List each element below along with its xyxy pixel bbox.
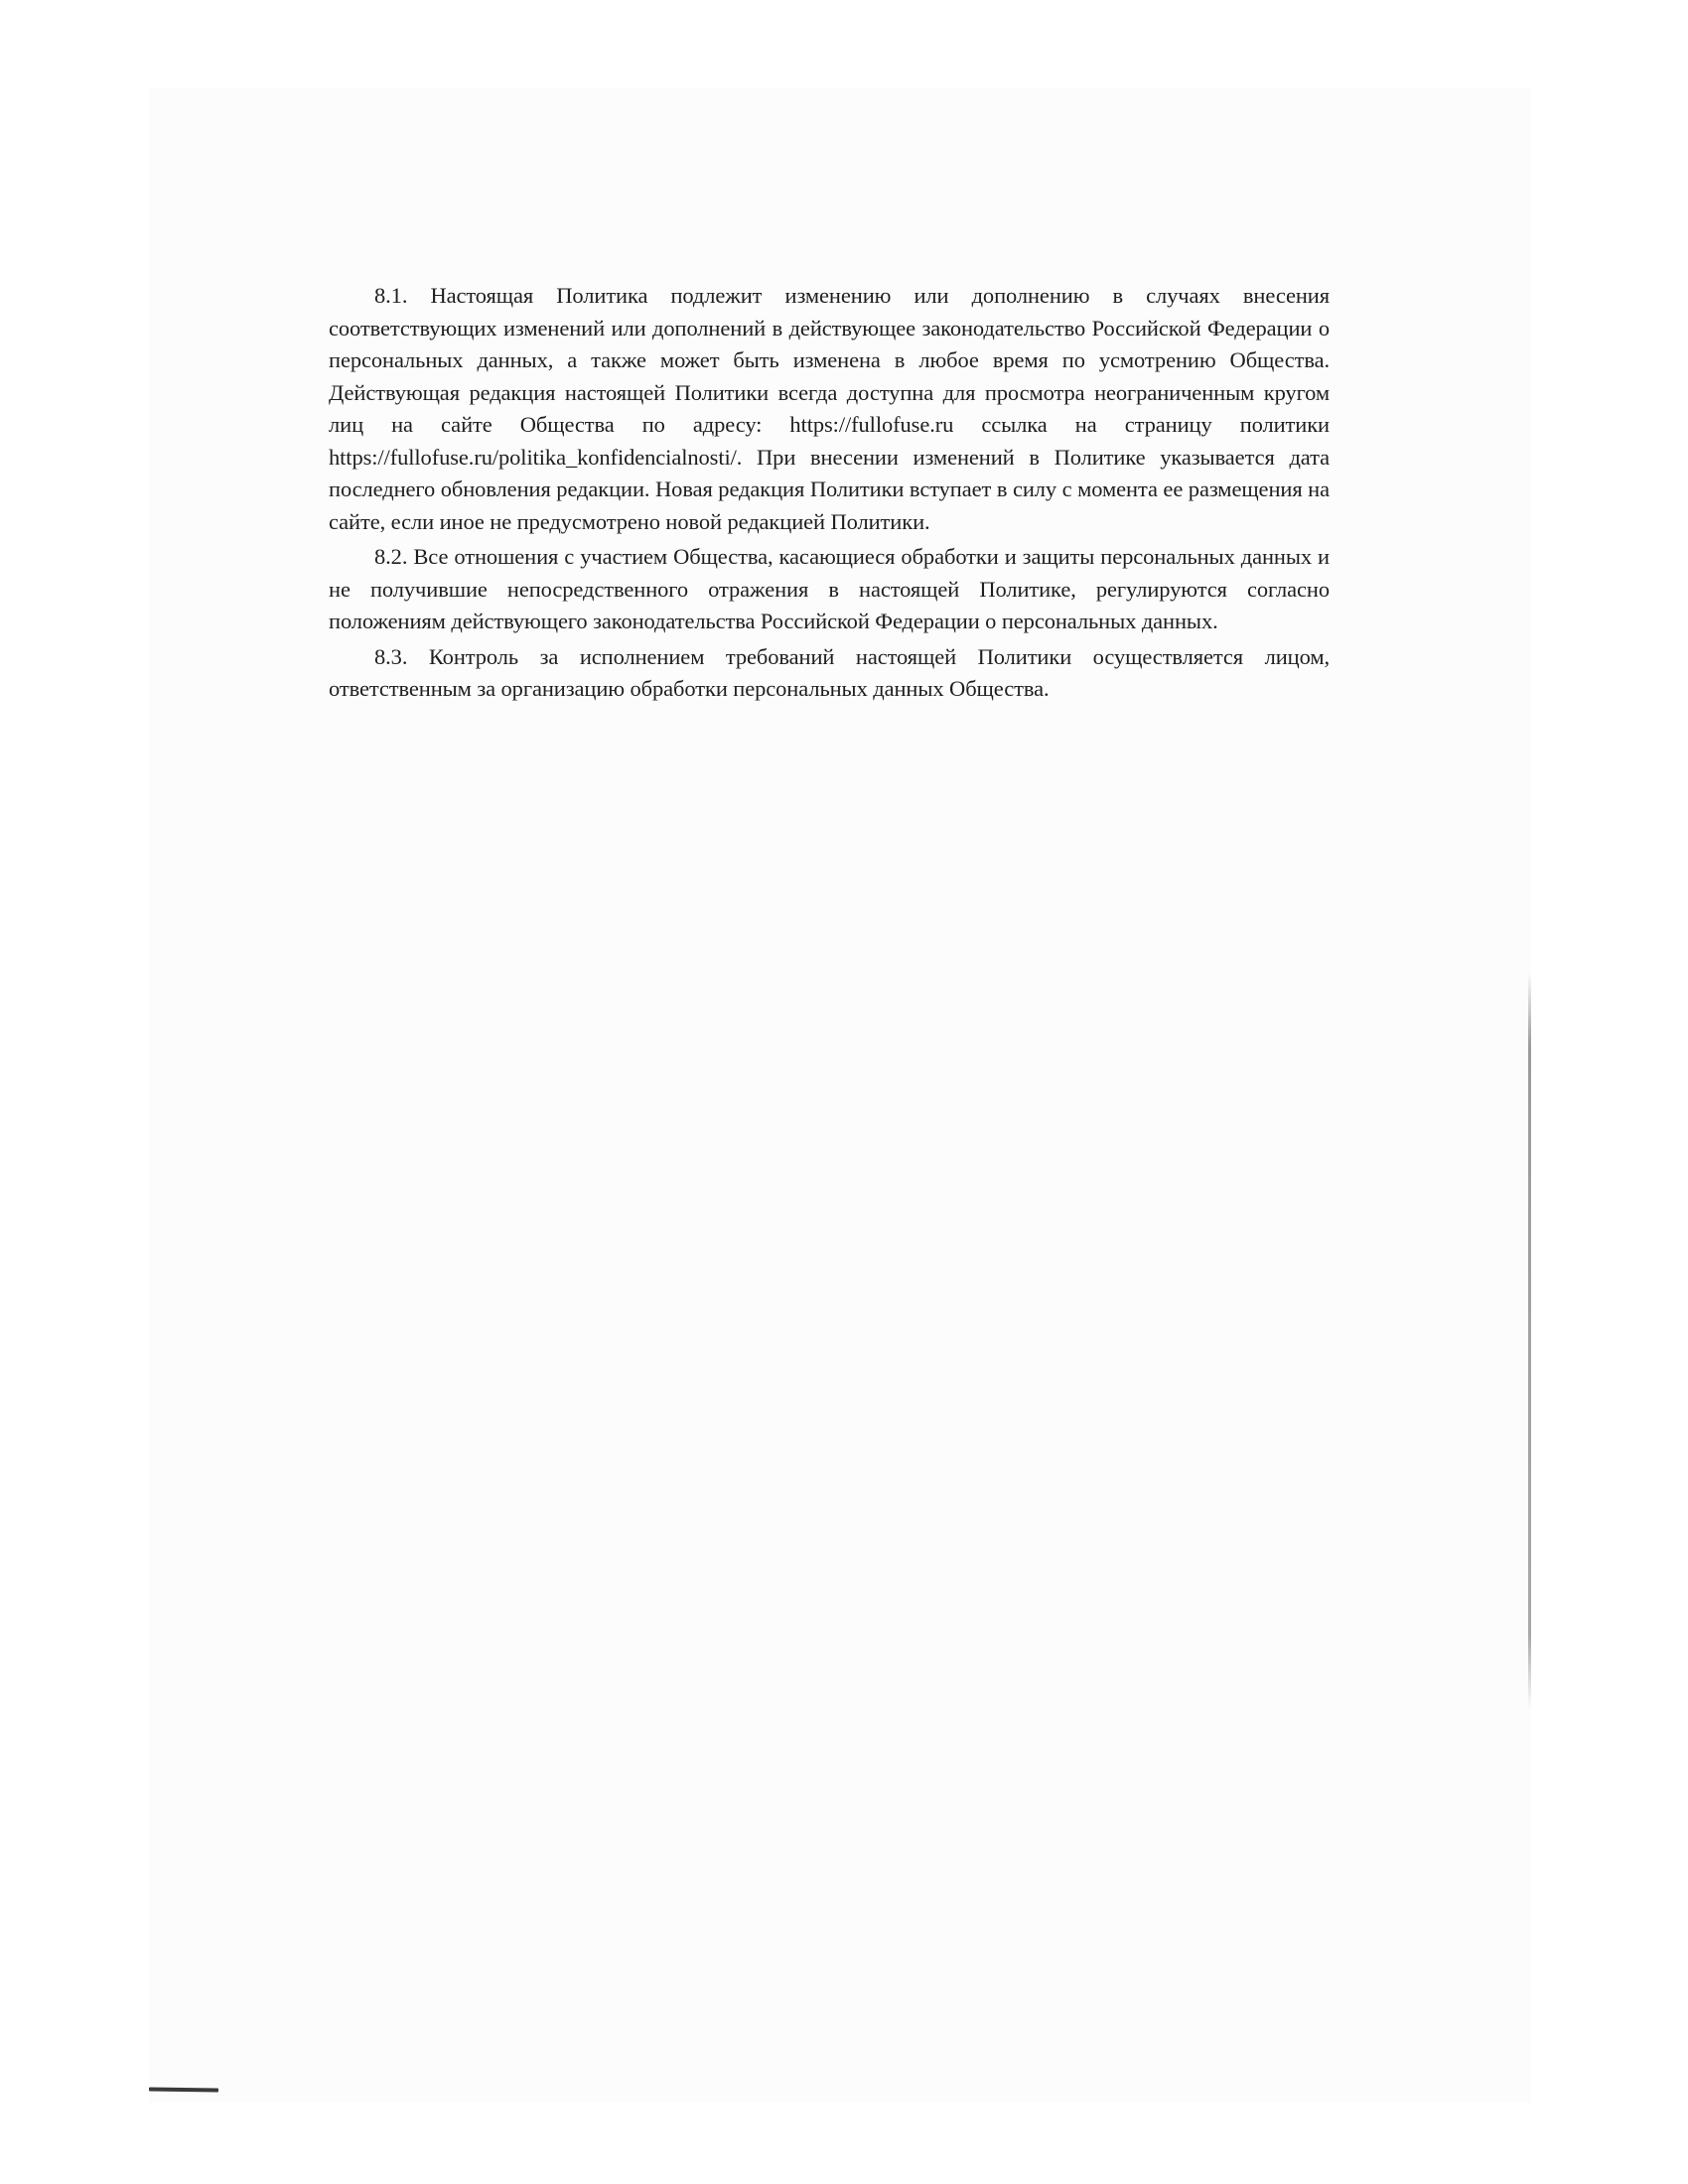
paragraph-8-1: 8.1. Настоящая Политика подлежит изменению или дополнению в случаях внесения соответствующих изменений или дополнений в действующее законодательство Российской Федерации о персональных данных, а также может быть изменена в любое время по усмотрению Общества. Действующая редакция настоящей Политики всегда доступна для просмотра неограниченным кругом лиц на сайте Общества по адресу: https://fullofuse.ru ссылка на страницу политики https://fullofuse.ru/politika_konfidencialnosti/. При внесении изменений в Политике указывается дата последнего обновления редакции. Новая редакция Политики вступает в силу с момента ее размещения на сайте, если иное не предусмотрено новой редакцией Политики.	[329, 283, 1330, 534]
scan-edge-shadow	[1528, 973, 1531, 1707]
paragraph-8-3: 8.3. Контроль за исполнением требований настоящей Политики осуществляется лицом, ответственным за организацию обработки персональных данных Общества.	[329, 643, 1330, 701]
document-body	[329, 280, 1330, 709]
paragraph-8-2: 8.2. Все отношения с участием Общества, касающиеся обработки и защиты персональных данных и не получившие непосредственного отражения в настоящей Политике, регулируются согласно положениям действующего законодательства Российской Федерации о персональных данных.	[329, 544, 1330, 633]
